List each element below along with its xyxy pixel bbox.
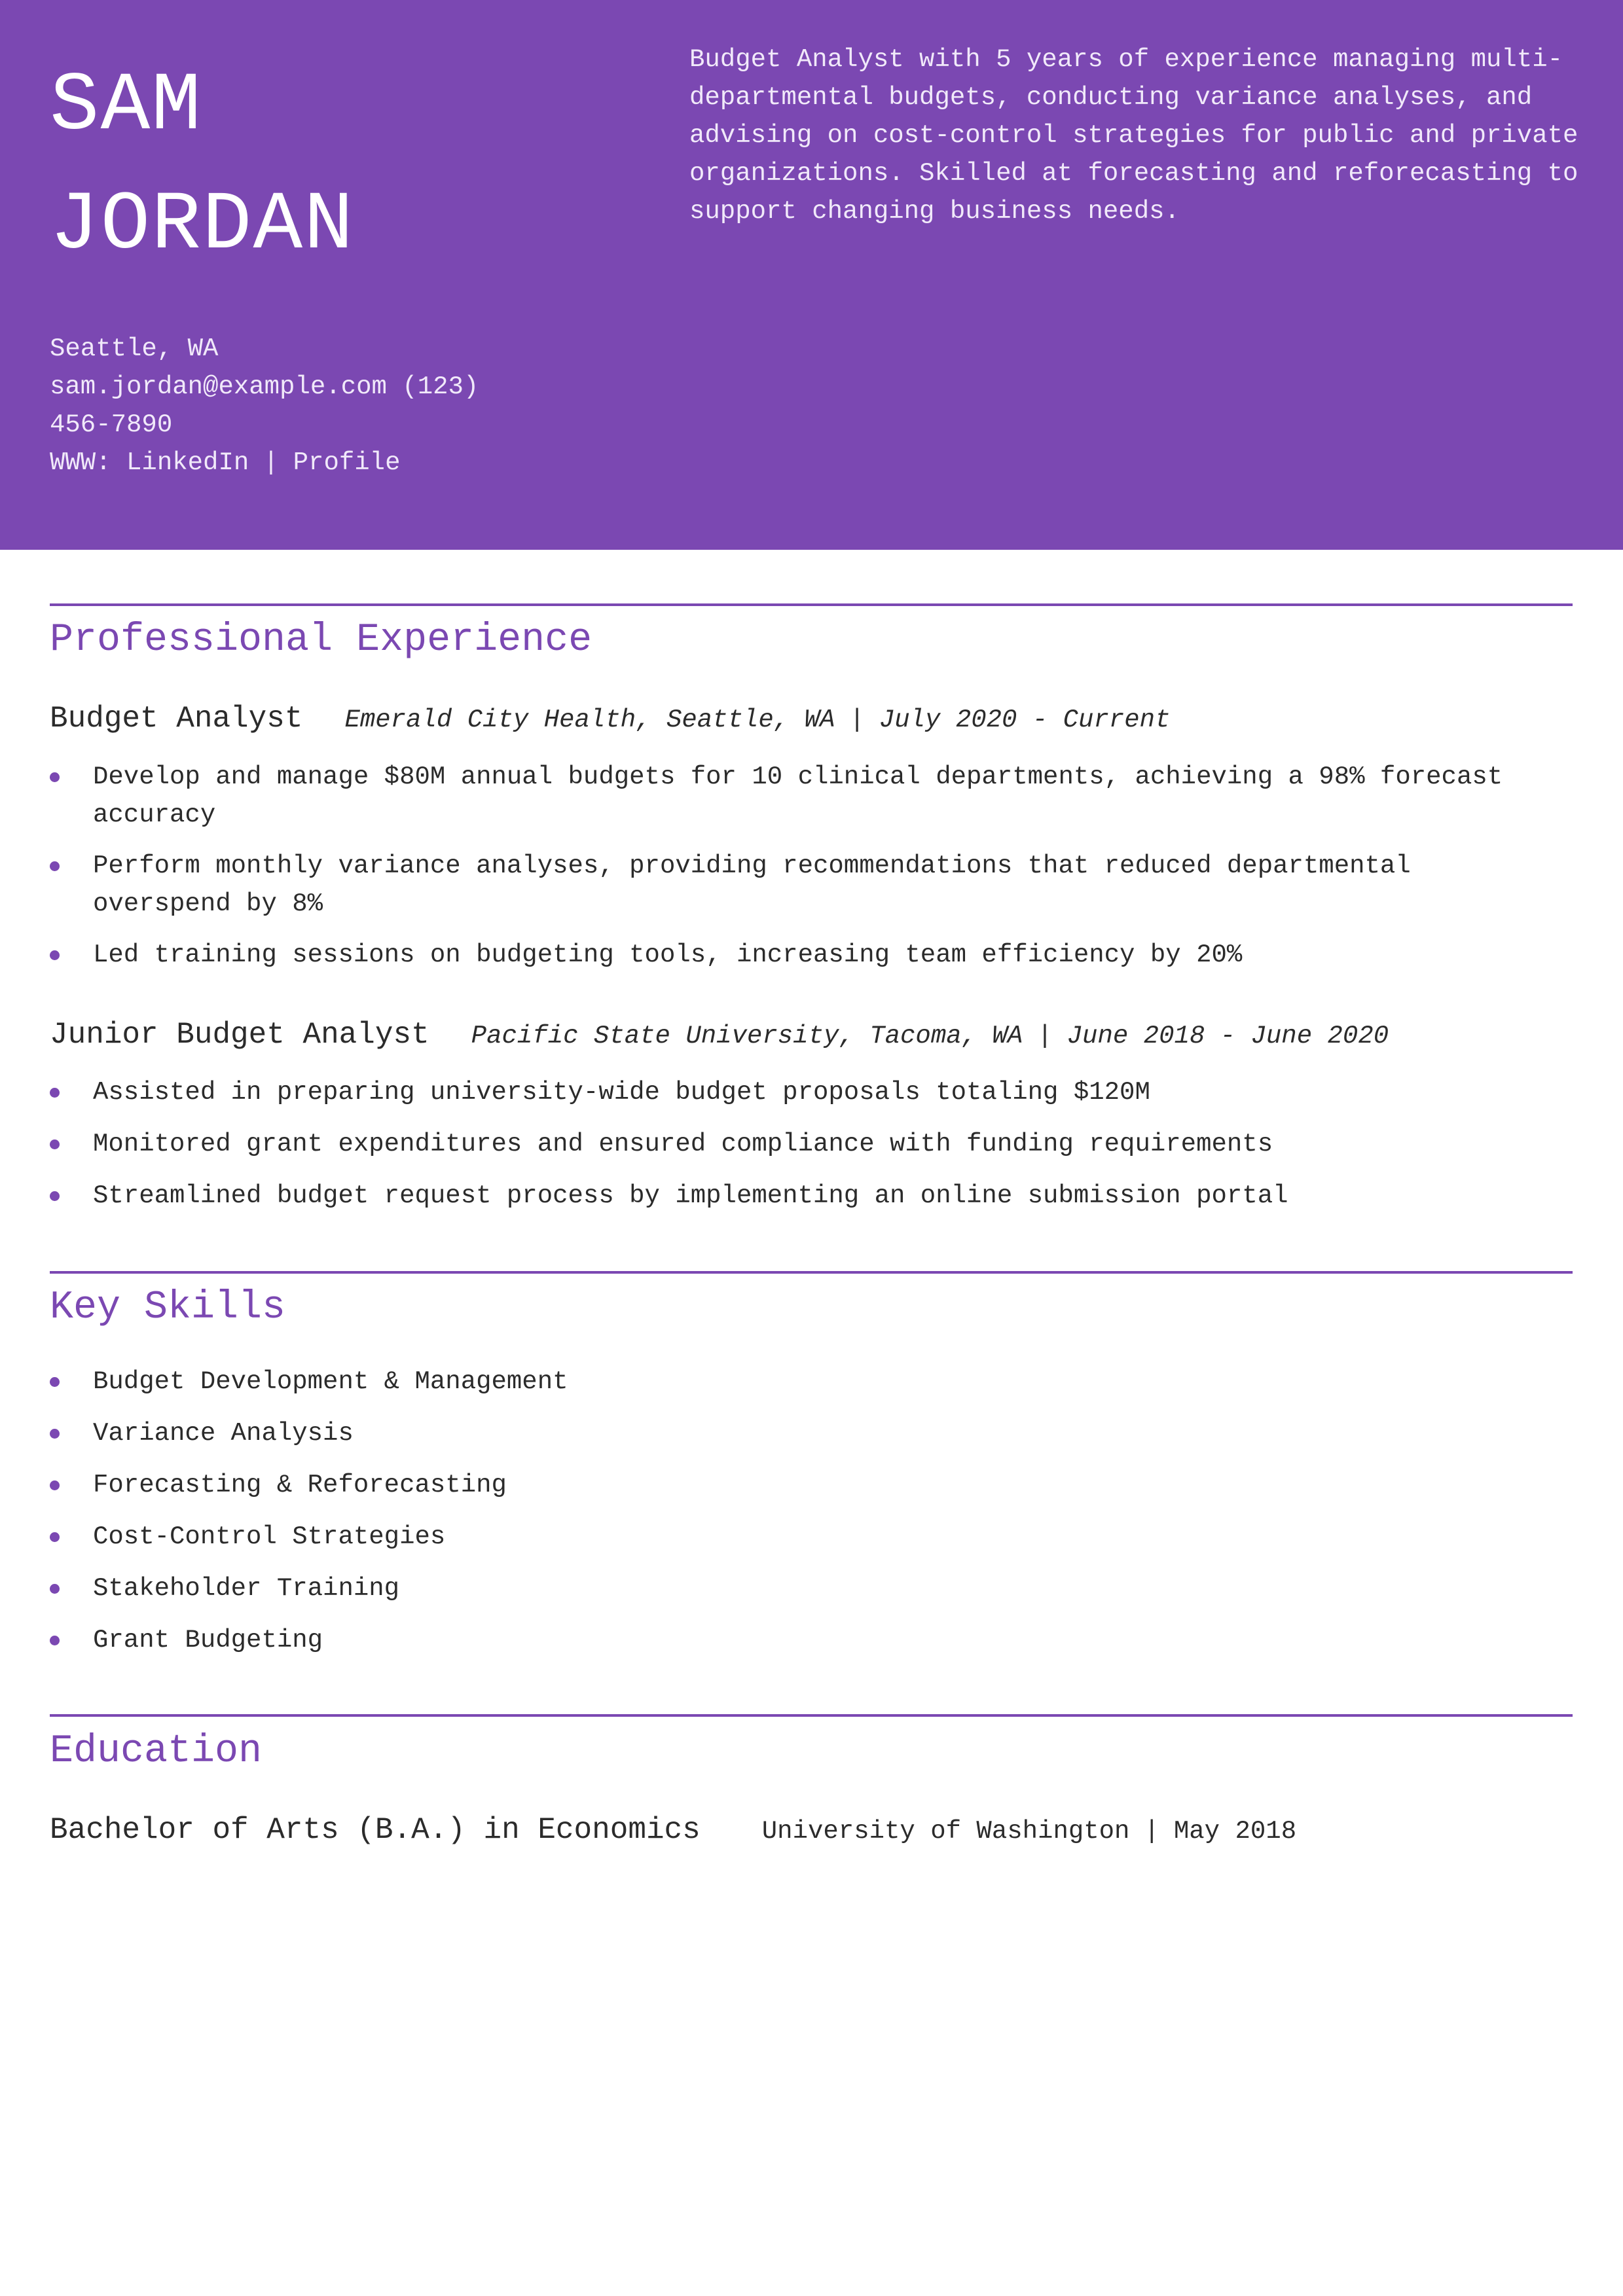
experience-heading: Professional Experience: [50, 618, 593, 662]
job-role: Junior Budget Analyst: [50, 1018, 429, 1052]
list-item: Develop and manage $80M annual budgets for 10 clinical departments, achieving a 98% forecast accuracy: [50, 758, 1556, 834]
professional-summary: Budget Analyst with 5 years of experience managing multi-departmental budgets, conducting variance analyses, and advising on cost-control strategies for public and private organizations. Skilled at forecasting and reforecasting to support changing business needs.: [689, 45, 1578, 226]
graduation-date: May 2018: [1173, 1817, 1297, 1846]
meta-separator: |: [1037, 1022, 1053, 1050]
link-separator: |: [263, 448, 279, 477]
education-heading: Education: [50, 1729, 263, 1774]
list-item: Cost-Control Strategies: [50, 1518, 1556, 1556]
job-bullets: [50, 758, 1556, 974]
list-item: Stakeholder Training: [50, 1570, 1556, 1607]
location: Seattle, WA: [50, 334, 219, 363]
list-item: Led training sessions on budgeting tools, increasing team efficiency by 20%: [50, 936, 1556, 974]
job-header: [50, 699, 1170, 740]
job-header: [50, 1015, 1389, 1056]
list-item: Forecasting & Reforecasting: [50, 1466, 1556, 1504]
list-item: Variance Analysis: [50, 1414, 1556, 1452]
job-company: Emerald City Health, Seattle, WA: [344, 706, 835, 734]
first-name: SAM: [50, 60, 202, 153]
education-entry: [50, 1810, 1296, 1851]
resume-header: [0, 0, 1623, 550]
list-item: Grant Budgeting: [50, 1621, 1556, 1659]
meta-separator: |: [1144, 1817, 1159, 1846]
phone-continued: 456-7890: [50, 410, 173, 439]
linkedin-link[interactable]: WWW: LinkedIn: [50, 448, 249, 477]
web-links: [50, 444, 479, 482]
job-role: Budget Analyst: [50, 702, 303, 736]
section-divider: [50, 603, 1573, 606]
job-meta: [471, 1022, 1389, 1050]
job-meta: [344, 706, 1170, 734]
candidate-name: [50, 47, 355, 285]
meta-separator: |: [849, 706, 865, 734]
section-divider: [50, 1714, 1573, 1717]
list-item: Monitored grant expenditures and ensured compliance with funding requirements: [50, 1125, 1556, 1163]
skills-list: [50, 1363, 1556, 1659]
education-meta: [762, 1817, 1296, 1846]
list-item: Budget Development & Management: [50, 1363, 1556, 1401]
job-bullets: [50, 1073, 1556, 1215]
job-dates: July 2020 - Current: [879, 706, 1171, 734]
list-item: Assisted in preparing university-wide budget proposals totaling $120M: [50, 1073, 1556, 1111]
last-name: JORDAN: [50, 179, 355, 272]
list-item: Perform monthly variance analyses, providing recommendations that reduced departmental overspend by 8%: [50, 847, 1556, 923]
contact-info: [50, 330, 479, 482]
profile-link[interactable]: Profile: [293, 448, 401, 477]
job-dates: June 2018 - June 2020: [1067, 1022, 1389, 1050]
job-company: Pacific State University, Tacoma, WA: [471, 1022, 1023, 1050]
school: University of Washington: [761, 1817, 1130, 1846]
skills-heading: Key Skills: [50, 1285, 286, 1330]
section-divider: [50, 1271, 1573, 1274]
list-item: Streamlined budget request process by implementing an online submission portal: [50, 1177, 1556, 1215]
email-phone: sam.jordan@example.com (123): [50, 372, 479, 401]
degree: Bachelor of Arts (B.A.) in Economics: [50, 1813, 701, 1847]
